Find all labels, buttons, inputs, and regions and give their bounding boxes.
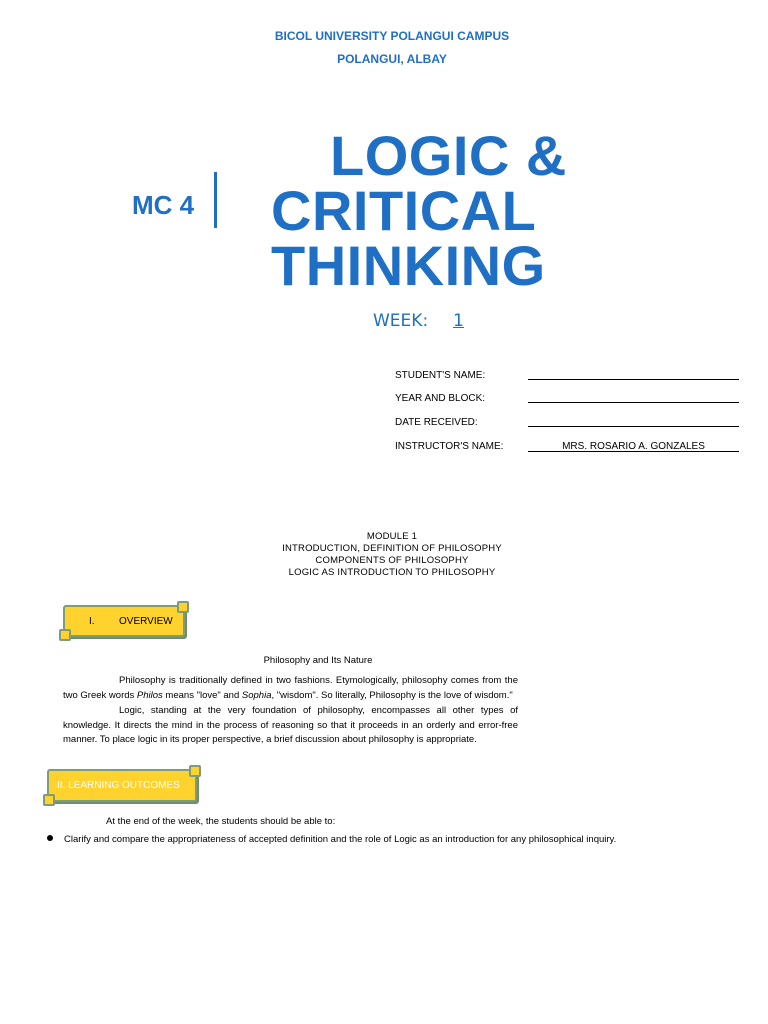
course-code: MC 4 bbox=[132, 190, 195, 220]
week-label: WEEK: bbox=[373, 311, 429, 331]
term-philos: Philos bbox=[136, 689, 163, 701]
title-divider bbox=[214, 172, 217, 228]
instructor-name-label: INSTRUCTOR'S NAME: bbox=[395, 441, 504, 452]
university-location: POLANGUI, ALBAY bbox=[337, 52, 447, 66]
term-sophia: Sophia bbox=[241, 689, 272, 701]
week-number: 1 bbox=[453, 311, 464, 331]
paragraph-text: Philosophy is traditionally defined in two fashions. Etymologically, philosophy comes from the two Greek words bbox=[63, 675, 518, 701]
module-topic-3: LOGIC AS INTRODUCTION TO PHILOSOPHY bbox=[288, 567, 496, 578]
year-block-label: YEAR AND BLOCK: bbox=[395, 393, 486, 404]
date-received-label: DATE RECEIVED: bbox=[395, 417, 478, 428]
module-number: MODULE 1 bbox=[366, 531, 418, 542]
outcomes-intro: At the end of the week, the students should be able to: bbox=[106, 816, 336, 827]
list-bullet bbox=[47, 835, 53, 841]
title-line-3: THINKING bbox=[271, 234, 546, 297]
overview-label: OVERVIEW bbox=[119, 615, 173, 627]
overview-heading: Philosophy and Its Nature bbox=[263, 655, 373, 666]
banner-scroll-tab bbox=[177, 601, 189, 613]
module-topic-1: INTRODUCTION, DEFINITION OF PHILOSOPHY bbox=[282, 543, 502, 554]
student-name-label: STUDENT'S NAME: bbox=[395, 370, 486, 381]
date-received-line bbox=[528, 426, 739, 427]
overview-number: I. bbox=[89, 615, 95, 627]
overview-paragraph-1 bbox=[63, 674, 518, 703]
list-item: Clarify and compare the appropriateness of accepted definition and the role of Logic as an introduction for any philosophical inquiry. bbox=[64, 834, 617, 845]
overview-paragraph-2: Logic, standing at the very foundation of philosophy, encompasses all other types of knowledge. It directs the mind in the process of reasoning so that it proceeds in an orderly and error-free manner. To place logic in its proper perspective, a brief discussion about philosophy is appropriate. bbox=[63, 705, 518, 745]
paragraph-text: means "love" and bbox=[162, 689, 242, 701]
learning-outcomes-banner bbox=[47, 769, 197, 802]
title-line-2: CRITICAL bbox=[271, 179, 537, 242]
paragraph-text: , "wisdom". So literally, Philosophy is the love of wisdom." bbox=[271, 689, 513, 701]
year-block-line bbox=[528, 402, 739, 403]
student-name-line bbox=[528, 379, 739, 380]
week-indicator bbox=[373, 311, 482, 331]
banner-scroll-tab bbox=[59, 629, 71, 641]
title-line-1: LOGIC & bbox=[330, 124, 567, 187]
banner-scroll-tab bbox=[43, 794, 55, 806]
instructor-name-value: MRS. ROSARIO A. GONZALES bbox=[562, 441, 705, 452]
instructor-name-line bbox=[528, 451, 739, 452]
overview-banner bbox=[63, 605, 185, 637]
banner-scroll-tab bbox=[189, 765, 201, 777]
university-name: BICOL UNIVERSITY POLANGUI CAMPUS bbox=[274, 29, 510, 43]
module-topic-2: COMPONENTS OF PHILOSOPHY bbox=[315, 555, 469, 566]
learning-outcomes-label: II. LEARNING OUTCOMES bbox=[57, 780, 180, 791]
